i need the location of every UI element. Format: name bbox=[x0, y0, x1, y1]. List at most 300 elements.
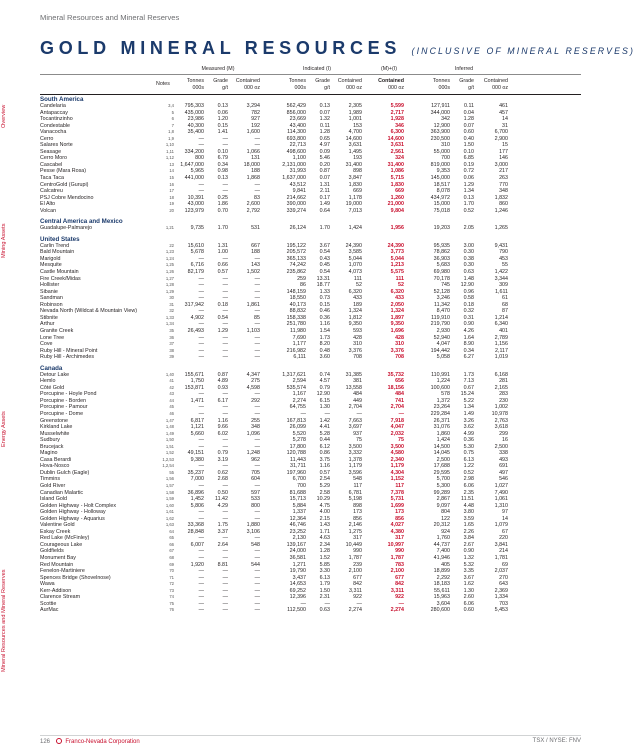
inferred-grade: 8.90 bbox=[463, 341, 474, 348]
measured-contained: 604 bbox=[251, 476, 260, 483]
asset-name: AurMac bbox=[40, 607, 59, 614]
measured-contained: — bbox=[254, 587, 260, 594]
asset-name: Hemlo bbox=[40, 378, 56, 385]
indicated-grade: 0.43 bbox=[319, 255, 330, 262]
indicated-tonnes: 167,813 bbox=[286, 417, 306, 424]
side-tab-label: Mining Assets bbox=[1, 223, 7, 258]
measured-contained: — bbox=[254, 308, 260, 315]
note-refs: 7 bbox=[171, 122, 174, 128]
indicated-tonnes: 3,437 bbox=[292, 574, 306, 581]
indicated-contained: 449 bbox=[353, 397, 362, 404]
side-tab-label: Mineral Resources and Mineral Reserves bbox=[1, 569, 7, 672]
measured-contained: 1,248 bbox=[246, 450, 260, 457]
indicated-grade: 5.29 bbox=[319, 482, 330, 489]
inferred-contained: 1,334 bbox=[494, 594, 508, 601]
inferred-grade: 5.22 bbox=[463, 397, 474, 404]
inferred-grade: 2.35 bbox=[463, 489, 474, 496]
measured-tonnes: 35,237 bbox=[187, 469, 204, 476]
measured-contained: 544 bbox=[251, 561, 260, 568]
measured-grade: 9.66 bbox=[217, 424, 228, 431]
inferred-grade: 0.52 bbox=[463, 469, 474, 476]
inferred-tonnes: 145,000 bbox=[430, 175, 450, 182]
indicated-tonnes: 22,713 bbox=[289, 142, 306, 149]
table-row bbox=[40, 354, 581, 361]
note-refs: 3,4 bbox=[168, 103, 174, 108]
note-refs: 30 bbox=[169, 295, 174, 301]
indicated-grade: 0.65 bbox=[319, 135, 330, 142]
inferred-grade: 1.70 bbox=[463, 201, 474, 208]
inferred-contained: 146 bbox=[499, 155, 508, 162]
indicated-tonnes: 205,572 bbox=[286, 249, 306, 256]
inferred-grade: 0.07 bbox=[463, 122, 474, 129]
asset-name: Cove bbox=[40, 341, 53, 348]
inferred-grade: 0.60 bbox=[463, 607, 474, 614]
indicated-contained: 708 bbox=[353, 354, 362, 361]
inferred-contained: 10,978 bbox=[491, 410, 508, 417]
note-refs: 68 bbox=[169, 555, 174, 560]
measured-grade: 0.34 bbox=[217, 161, 228, 168]
asset-name: Scottie bbox=[40, 600, 57, 607]
inferred-grade: 6.06 bbox=[463, 600, 474, 607]
measured-grade: 1.41 bbox=[217, 129, 228, 136]
measured-contained: 1,600 bbox=[246, 129, 260, 136]
inferred-grade: 1.30 bbox=[463, 587, 474, 594]
measured-tonnes: — bbox=[198, 482, 204, 489]
measured-grade: 0.06 bbox=[217, 109, 228, 116]
indicated-contained: 1,070 bbox=[348, 262, 362, 269]
inferred-contained: 69 bbox=[502, 561, 508, 568]
note-refs: 1,62 bbox=[165, 515, 174, 521]
inferred-contained: 457 bbox=[499, 109, 508, 116]
inferred-grade: 0.90 bbox=[463, 321, 474, 328]
measured-tonnes: 6,817 bbox=[190, 417, 204, 424]
inferred-contained: 1,265 bbox=[494, 225, 508, 232]
measured-contained: — bbox=[254, 135, 260, 142]
indicated-grade: 0.44 bbox=[319, 437, 330, 444]
note-refs: 38 bbox=[169, 347, 174, 353]
company-name: Franco-Nevada Corporation bbox=[65, 739, 140, 745]
measured-tonnes: — bbox=[198, 391, 204, 398]
inferred-contained: 6,168 bbox=[494, 371, 508, 378]
inferred-contained: 14 bbox=[502, 116, 508, 123]
measured-contained: — bbox=[254, 181, 260, 188]
indicated-grade: 2.11 bbox=[319, 188, 330, 195]
title-main: GOLD MINERAL RESOURCES bbox=[40, 38, 402, 58]
inferred-tonnes: 1,860 bbox=[436, 430, 450, 437]
indicated-tonnes: 43,512 bbox=[289, 181, 306, 188]
inferred-contained: 309 bbox=[499, 282, 508, 289]
indicated-tonnes: 112,500 bbox=[287, 607, 306, 614]
measured-contained: 962 bbox=[251, 456, 260, 463]
indicated-contained: 898 bbox=[353, 168, 362, 175]
measured-tonnes: — bbox=[198, 515, 204, 522]
measured-grade: — bbox=[222, 548, 228, 555]
inferred-contained: 281 bbox=[499, 378, 508, 385]
inferred-tonnes: 12,900 bbox=[433, 122, 450, 129]
inferred-grade: 0.67 bbox=[463, 384, 474, 391]
asset-name: Island Gold bbox=[40, 496, 68, 503]
inferred-tonnes: 9,097 bbox=[436, 502, 450, 509]
note-refs: 65 bbox=[169, 535, 174, 541]
note-refs: 1,52 bbox=[165, 450, 174, 456]
measured-tonnes: 153,871 bbox=[184, 384, 204, 391]
asset-name: Gold River bbox=[40, 482, 66, 489]
inferred-tonnes: 5,683 bbox=[436, 262, 450, 269]
indicated-contained: — bbox=[356, 410, 362, 417]
asset-name: Mesquite bbox=[40, 262, 62, 269]
note-refs: 1,21 bbox=[165, 225, 174, 231]
mi-contained: 741 bbox=[395, 397, 404, 404]
indicated-tonnes: 2,131,000 bbox=[282, 161, 306, 168]
asset-name: Fenelon-Martiniere bbox=[40, 568, 85, 575]
measured-contained: 1,103 bbox=[246, 327, 260, 334]
measured-grade: 8.81 bbox=[217, 561, 228, 568]
header-indicated-contained: Contained 000 oz bbox=[337, 78, 362, 91]
indicated-grade: 5.28 bbox=[319, 430, 330, 437]
indicated-tonnes: 23,669 bbox=[289, 116, 306, 123]
measured-contained: — bbox=[254, 482, 260, 489]
indicated-contained: 10,449 bbox=[345, 541, 362, 548]
asset-name: Volcan bbox=[40, 207, 57, 214]
note-refs: 66 bbox=[169, 541, 174, 547]
inferred-contained: 338 bbox=[499, 450, 508, 457]
mi-contained: 842 bbox=[395, 581, 404, 588]
indicated-tonnes: 5,884 bbox=[292, 502, 306, 509]
inferred-grade: 0.30 bbox=[463, 262, 474, 269]
measured-tonnes: — bbox=[198, 463, 204, 470]
indicated-tonnes: 6,111 bbox=[293, 354, 306, 361]
mi-contained: 5,044 bbox=[390, 255, 404, 262]
indicated-contained: 5,044 bbox=[348, 255, 362, 262]
inferred-contained: 1,781 bbox=[494, 555, 508, 561]
measured-grade: 0.79 bbox=[217, 450, 228, 457]
mi-contained: 117 bbox=[395, 482, 404, 489]
inferred-grade: 3.84 bbox=[463, 535, 474, 542]
mi-contained: 52 bbox=[398, 282, 404, 289]
mi-contained: 3,773 bbox=[390, 249, 404, 256]
mi-contained: 428 bbox=[395, 334, 404, 341]
measured-tonnes: — bbox=[198, 535, 204, 542]
asset-name: Nevada North (Wildcat & Mountain View) bbox=[40, 308, 138, 315]
inferred-tonnes: 280,600 bbox=[430, 607, 450, 614]
indicated-grade: 1.54 bbox=[319, 327, 330, 334]
mi-contained: 4,047 bbox=[390, 424, 404, 431]
indicated-contained: 3,631 bbox=[348, 142, 362, 149]
indicated-grade: 1.50 bbox=[319, 587, 330, 594]
measured-contained: — bbox=[254, 334, 260, 341]
asset-name: Sibanie bbox=[40, 288, 58, 295]
note-refs: 1,49 bbox=[165, 430, 174, 436]
mi-contained: 2,100 bbox=[390, 568, 404, 575]
measured-contained: 667 bbox=[251, 242, 260, 249]
measured-contained: 188 bbox=[251, 168, 260, 175]
measured-contained: 131 bbox=[251, 155, 260, 162]
measured-grade: 1.16 bbox=[217, 417, 228, 424]
inferred-contained: 546 bbox=[499, 476, 508, 483]
measured-contained: — bbox=[254, 341, 260, 348]
inferred-contained: 461 bbox=[499, 103, 508, 109]
indicated-tonnes: 365,133 bbox=[286, 255, 306, 262]
measured-tonnes: 23,986 bbox=[187, 116, 204, 123]
note-refs: 1,24 bbox=[165, 255, 174, 261]
measured-tonnes: — bbox=[198, 188, 204, 195]
inferred-tonnes: 1,760 bbox=[436, 535, 450, 542]
asset-name: Lone Tree bbox=[40, 334, 65, 341]
measured-contained: 800 bbox=[251, 502, 260, 509]
mi-contained: 5,575 bbox=[390, 269, 404, 276]
measured-tonnes: — bbox=[198, 288, 204, 295]
measured-tonnes: — bbox=[198, 509, 204, 516]
inferred-contained: 5,453 bbox=[494, 607, 508, 614]
asset-name: Golden Highway - Aquarius bbox=[40, 515, 105, 522]
inferred-grade: 0.11 bbox=[463, 103, 474, 109]
inferred-contained: 1,832 bbox=[494, 194, 508, 201]
measured-grade: 0.50 bbox=[217, 489, 228, 496]
indicated-grade: 12.90 bbox=[316, 391, 330, 398]
measured-tonnes: 441,000 bbox=[184, 175, 204, 182]
indicated-tonnes: 86 bbox=[300, 282, 306, 289]
asset-name: Carlin Trend bbox=[40, 242, 70, 249]
group-indicated: Indicated (I) bbox=[303, 66, 331, 72]
asset-name: Spences Bridge (Shovelnose) bbox=[40, 574, 111, 581]
measured-contained: 18,000 bbox=[243, 161, 260, 168]
indicated-tonnes: 5,278 bbox=[292, 437, 306, 444]
note-refs: 1,2,53 bbox=[162, 456, 174, 462]
indicated-grade: 0.09 bbox=[319, 148, 330, 155]
mi-contained: 4,380 bbox=[390, 528, 404, 535]
indicated-contained: 31,385 bbox=[345, 371, 362, 378]
indicated-tonnes: 26,099 bbox=[289, 424, 306, 431]
indicated-grade: 0.11 bbox=[319, 122, 330, 129]
indicated-contained: 3,697 bbox=[348, 424, 362, 431]
indicated-contained: 898 bbox=[353, 502, 362, 509]
measured-grade: 0.62 bbox=[217, 469, 228, 476]
asset-name: Porcupine - Hoyle Pond bbox=[40, 391, 97, 398]
measured-contained: — bbox=[254, 574, 260, 581]
asset-name: Granite Creek bbox=[40, 327, 74, 334]
inferred-contained: 1,214 bbox=[494, 314, 508, 321]
indicated-grade: 0.73 bbox=[319, 295, 330, 302]
measured-grade: — bbox=[222, 482, 228, 489]
note-refs: 13 bbox=[169, 161, 174, 167]
mi-contained: 5,731 bbox=[390, 496, 404, 503]
inferred-tonnes: 578 bbox=[441, 391, 450, 398]
measured-grade: 0.13 bbox=[217, 175, 228, 182]
indicated-grade: 13.31 bbox=[316, 275, 330, 282]
measured-grade: — bbox=[222, 288, 228, 295]
measured-grade: — bbox=[222, 568, 228, 575]
mi-contained: 111 bbox=[395, 275, 404, 282]
measured-grade: — bbox=[222, 594, 228, 601]
measured-tonnes: — bbox=[198, 142, 204, 149]
inferred-grade: 3.62 bbox=[463, 424, 474, 431]
note-refs: 39 bbox=[169, 354, 174, 360]
measured-grade: — bbox=[222, 391, 228, 398]
indicated-tonnes: 1,100 bbox=[292, 155, 306, 162]
indicated-tonnes: 1,271 bbox=[292, 561, 306, 568]
mi-contained: 1,179 bbox=[390, 463, 404, 470]
mi-contained: 317 bbox=[395, 535, 404, 542]
inferred-contained: 230 bbox=[499, 397, 508, 404]
header-measured-tonnes: Tonnes 000s bbox=[186, 78, 204, 91]
indicated-grade: 4.57 bbox=[319, 378, 330, 385]
mi-contained: 990 bbox=[395, 548, 404, 555]
note-refs: 1,9 bbox=[168, 135, 174, 141]
asset-name: Brucejack bbox=[40, 443, 64, 450]
asset-name: Hova-Nosco bbox=[40, 463, 70, 470]
note-refs: 32 bbox=[169, 308, 174, 314]
indicated-tonnes: 1,317,621 bbox=[282, 371, 306, 378]
indicated-contained: 7,013 bbox=[348, 207, 362, 214]
note-refs: 75 bbox=[169, 600, 174, 606]
indicated-tonnes: — bbox=[300, 600, 306, 607]
inferred-contained: 691 bbox=[499, 463, 508, 470]
measured-tonnes: — bbox=[198, 548, 204, 555]
region-heading: Central America and Mexico bbox=[40, 218, 123, 226]
indicated-contained: 14,600 bbox=[345, 135, 362, 142]
indicated-grade: 10.29 bbox=[316, 496, 330, 503]
measured-tonnes: 1,471 bbox=[190, 397, 204, 404]
inferred-tonnes: 924 bbox=[441, 528, 450, 535]
note-refs: 1,56 bbox=[165, 476, 174, 482]
measured-grade: — bbox=[222, 555, 228, 561]
measured-grade: 0.70 bbox=[217, 207, 228, 214]
indicated-tonnes: 43,400 bbox=[289, 122, 306, 129]
note-refs: 31 bbox=[169, 301, 174, 307]
indicated-tonnes: 1,177 bbox=[292, 341, 306, 348]
indicated-grade: 3.30 bbox=[319, 568, 330, 575]
inferred-contained: 790 bbox=[499, 249, 508, 256]
measured-tonnes: 1,920 bbox=[190, 561, 204, 568]
inferred-tonnes: 1,424 bbox=[436, 437, 450, 444]
inferred-tonnes: 17,688 bbox=[433, 463, 450, 470]
indicated-grade: 0.54 bbox=[319, 269, 330, 276]
indicated-tonnes: 40,173 bbox=[289, 301, 306, 308]
measured-tonnes: 123,979 bbox=[184, 207, 204, 214]
indicated-grade: 2.58 bbox=[319, 489, 330, 496]
indicated-tonnes: 46,746 bbox=[289, 522, 306, 529]
note-refs: 1,51 bbox=[165, 443, 174, 449]
inferred-grade: 0.32 bbox=[463, 308, 474, 315]
asset-name: Dublin Gulch (Eagle) bbox=[40, 469, 90, 476]
header-inferred-contained: Contained 000 oz bbox=[483, 78, 508, 91]
note-refs: 1,34 bbox=[165, 321, 174, 327]
inferred-grade: 3.35 bbox=[463, 568, 474, 575]
mi-contained: 35,732 bbox=[387, 371, 404, 378]
inferred-tonnes: 99,289 bbox=[433, 489, 450, 496]
asset-name: Cascabel bbox=[40, 161, 63, 168]
asset-name: Wawa bbox=[40, 581, 55, 588]
inferred-grade: 0.72 bbox=[463, 168, 474, 175]
measured-contained: 3,106 bbox=[246, 528, 260, 535]
mi-contained: 708 bbox=[395, 354, 404, 361]
measured-contained: 705 bbox=[251, 469, 260, 476]
inferred-grade: 0.40 bbox=[463, 135, 474, 142]
indicated-grade: 4.75 bbox=[319, 502, 330, 509]
inferred-tonnes: 8,078 bbox=[436, 188, 450, 195]
indicated-tonnes: 235,862 bbox=[286, 269, 306, 276]
inferred-tonnes: 55,611 bbox=[434, 587, 450, 594]
indicated-tonnes: 11,980 bbox=[290, 327, 306, 334]
indicated-contained: 317 bbox=[353, 535, 362, 542]
inferred-contained: 1,246 bbox=[494, 207, 508, 214]
measured-grade: 0.87 bbox=[217, 371, 228, 378]
inferred-tonnes: 4,047 bbox=[436, 341, 450, 348]
indicated-tonnes: 26,124 bbox=[289, 225, 306, 232]
indicated-tonnes: 5,520 bbox=[292, 430, 306, 437]
indicated-grade: 0.13 bbox=[319, 103, 330, 109]
inferred-tonnes: 110,991 bbox=[431, 371, 450, 378]
measured-grade: 6.79 bbox=[217, 155, 228, 162]
note-refs: 1,63 bbox=[165, 522, 174, 528]
asset-name: Bald Mountain bbox=[40, 249, 75, 256]
measured-grade: 2.68 bbox=[217, 476, 228, 483]
footer bbox=[40, 738, 140, 745]
indicated-grade: 3.60 bbox=[319, 354, 330, 361]
indicated-tonnes: 195,122 bbox=[286, 242, 306, 249]
indicated-contained: 937 bbox=[353, 430, 362, 437]
mi-contained: 2,561 bbox=[390, 148, 404, 155]
inferred-contained: 220 bbox=[499, 535, 508, 542]
inferred-grade: 1.64 bbox=[463, 334, 474, 341]
indicated-contained: 4,073 bbox=[348, 269, 362, 276]
indicated-tonnes: 81,688 bbox=[289, 489, 306, 496]
indicated-tonnes: 12,396 bbox=[289, 594, 306, 601]
side-tab-label: Overview bbox=[1, 104, 7, 128]
note-refs: 1,50 bbox=[165, 437, 174, 443]
indicated-tonnes: 19,790 bbox=[289, 568, 306, 575]
inferred-grade: 1.34 bbox=[463, 188, 474, 195]
asset-name: CentroGold (Gurupi) bbox=[40, 181, 89, 188]
measured-grade: — bbox=[222, 404, 228, 411]
indicated-grade: 4.41 bbox=[319, 424, 330, 431]
asset-name: Ruby Hill - Archimedes bbox=[40, 354, 95, 361]
inferred-tonnes: 100,600 bbox=[430, 384, 450, 391]
inferred-contained: 497 bbox=[499, 469, 508, 476]
measured-contained: 927 bbox=[251, 116, 260, 123]
indicated-contained: 1,001 bbox=[348, 116, 362, 123]
measured-grade: — bbox=[222, 142, 228, 149]
measured-grade: 0.25 bbox=[217, 194, 228, 201]
mi-contained: 324 bbox=[395, 155, 404, 162]
inferred-grade: 6.06 bbox=[463, 482, 474, 489]
note-refs: 1,60 bbox=[165, 502, 174, 508]
indicated-tonnes: 390,000 bbox=[286, 201, 306, 208]
measured-grade: — bbox=[222, 463, 228, 470]
inferred-grade: 0.18 bbox=[463, 301, 474, 308]
asset-name: Salares Norte bbox=[40, 142, 73, 149]
footer-rule bbox=[40, 735, 581, 736]
measured-contained: — bbox=[254, 288, 260, 295]
asset-name: Magino bbox=[40, 450, 58, 457]
indicated-tonnes: 1,167 bbox=[292, 391, 306, 398]
measured-contained: — bbox=[254, 600, 260, 607]
asset-name: Porcupine - Borden bbox=[40, 397, 87, 404]
measured-grade: — bbox=[222, 437, 228, 444]
measured-tonnes: — bbox=[198, 354, 204, 361]
indicated-grade: 1.16 bbox=[319, 463, 330, 470]
note-refs: 44 bbox=[169, 397, 174, 403]
mi-contained: 1,956 bbox=[390, 225, 404, 232]
measured-contained: — bbox=[254, 555, 260, 561]
indicated-tonnes: 64,755 bbox=[289, 404, 306, 411]
measured-tonnes: 33,368 bbox=[187, 522, 204, 529]
inferred-grade: 0.63 bbox=[463, 269, 474, 276]
inferred-tonnes: 52,940 bbox=[433, 334, 450, 341]
measured-contained: — bbox=[254, 568, 260, 575]
note-refs: 64 bbox=[169, 528, 174, 534]
inferred-grade: 2.60 bbox=[463, 594, 474, 601]
